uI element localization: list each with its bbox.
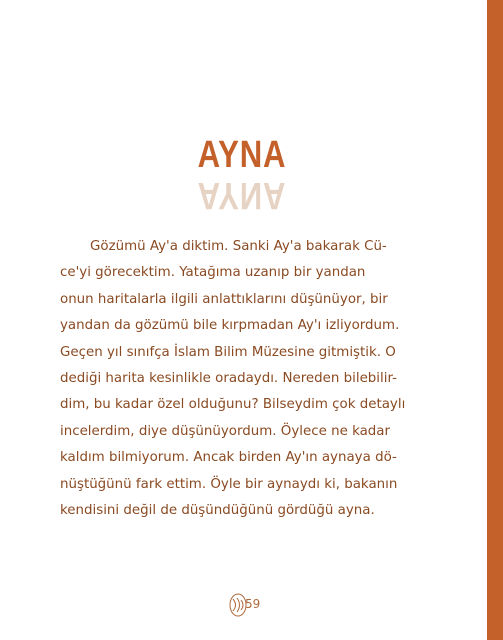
- page-number: 59: [245, 597, 261, 611]
- paragraph-line: ce'yi görecektim. Yatağıma uzanıp bir yandan: [60, 265, 366, 281]
- paragraph-line: Geçen yıl sınıfça İslam Bilim Müzesine gitmiştik. O: [60, 344, 396, 360]
- paragraph-line: incelerdim, diye düşünüyordum. Öylece ne kadar: [60, 423, 391, 439]
- paragraph-line: Gözümü Ay'a diktim. Sanki Ay'a bakarak Cü-: [90, 239, 387, 254]
- paragraph-line: dim, bu kadar özel olduğunu? Bilseydim çok detaylı: [60, 397, 406, 413]
- page-title: AYNA: [197, 134, 287, 176]
- page-spine-stripe: [487, 0, 503, 640]
- paragraph-line: onun haritalarla ilgili anlattıklarını düşünüyor, bir: [60, 291, 388, 307]
- paragraph-line: dediği harita kesinlikle oradaydı. Nereden bilebilir-: [60, 371, 397, 387]
- paragraph-line: yandan da gözümü bile kırpmadan Ay'ı izliyordum.: [60, 318, 400, 334]
- page-number-badge: [228, 591, 264, 619]
- story-paragraph: [60, 234, 428, 524]
- paragraph-line: kaldım bilmiyorum. Ancak birden Ay'ın aynaya dö-: [60, 450, 397, 466]
- paragraph-line: kendisini değil de düşündüğünü gördüğü ayna.: [60, 503, 375, 519]
- paragraph-line: nüştüğünü fark ettim. Öyle bir aynaydı ki, bakanın: [60, 476, 398, 492]
- page-title-reflection: AYNA: [197, 174, 287, 216]
